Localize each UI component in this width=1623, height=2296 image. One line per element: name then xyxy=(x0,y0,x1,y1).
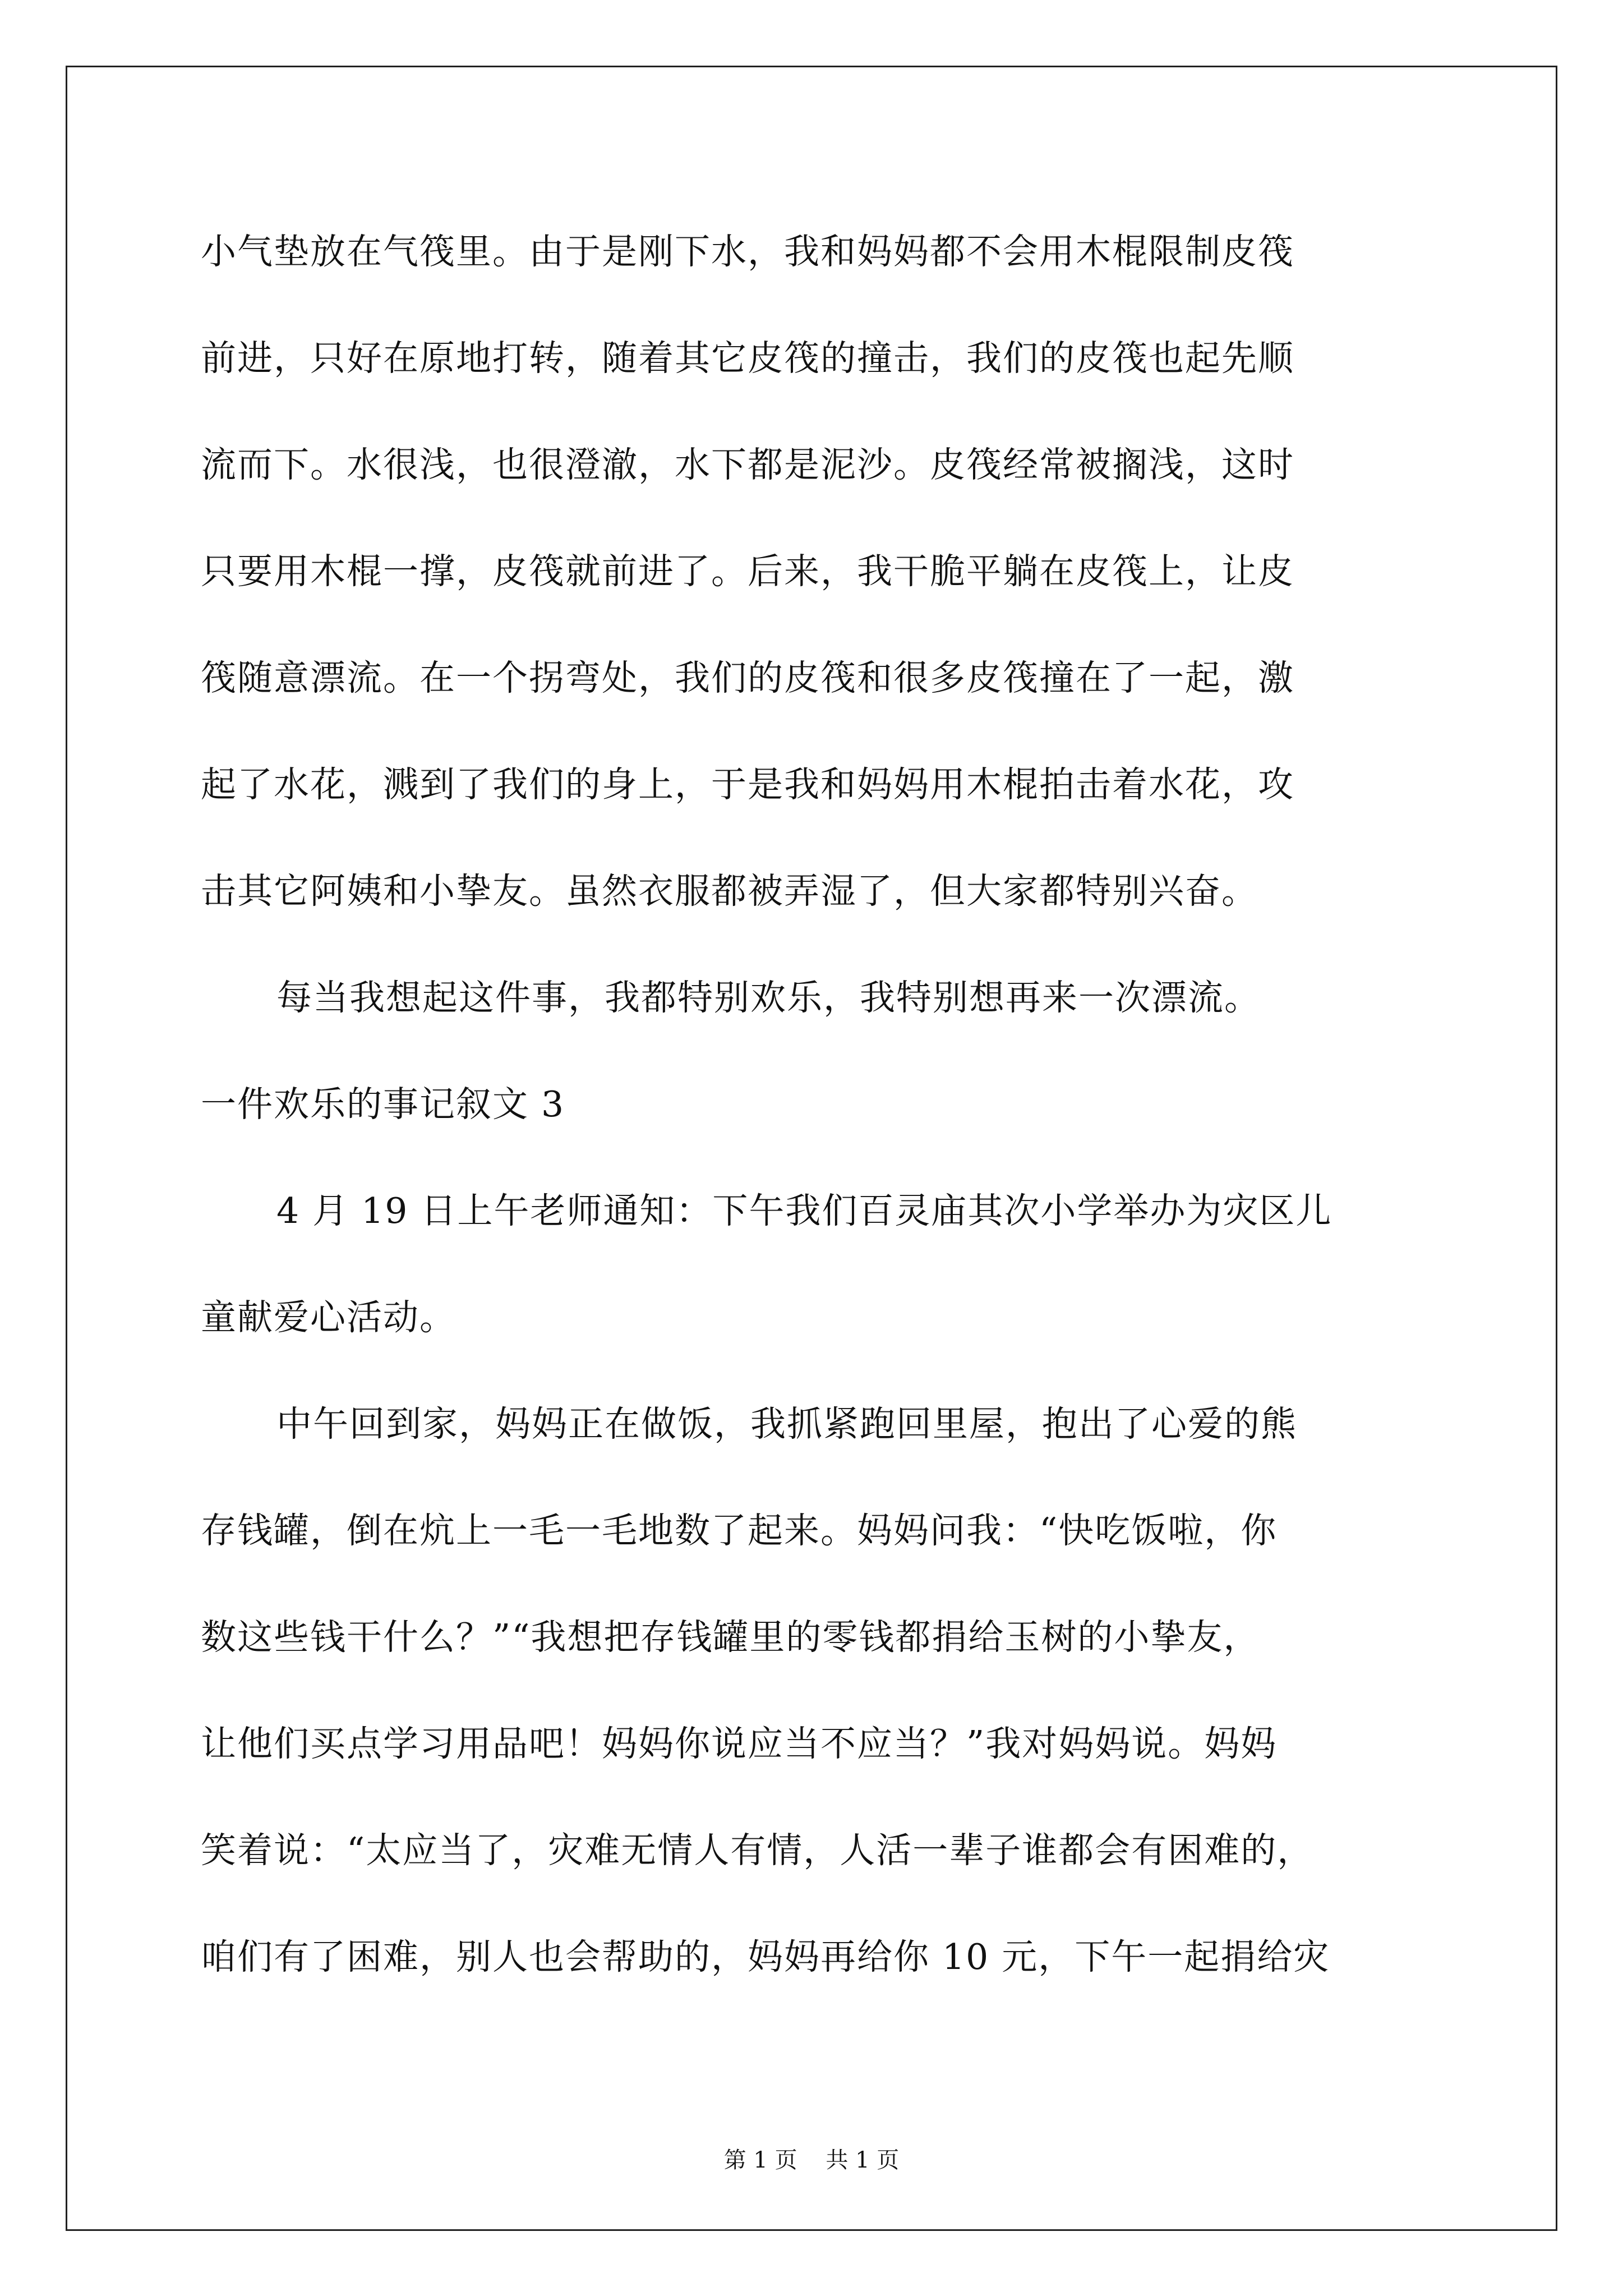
text-line: 前进，只好在原地打转，随着其它皮筏的撞击，我们的皮筏也起先顺 xyxy=(201,338,1294,379)
page-frame xyxy=(66,66,1557,2231)
page-footer: 第 1 页 共 1 页 xyxy=(723,2147,900,2173)
text-line: 筏随意漂流。在一个拐弯处，我们的皮筏和很多皮筏撞在了一起，激 xyxy=(201,657,1294,698)
text-line: 笑着说：“太应当了，灾难无情人有情，人活一辈子谁都会有困难的， xyxy=(201,1830,1314,1871)
text-line: 数这些钱干什么？”“我想把存钱罐里的零钱都捐给玉树的小挚友， xyxy=(201,1617,1260,1658)
section-heading: 一件欢乐的事记叙文 3 xyxy=(201,1084,565,1125)
text-line: 每当我想起这件事，我都特别欢乐，我特别想再来一次漂流。 xyxy=(276,977,1261,1018)
text-line: 击其它阿姨和小挚友。虽然衣服都被弄湿了，但大家都特别兴奋。 xyxy=(201,871,1258,912)
text-line: 存钱罐，倒在炕上一毛一毛地数了起来。妈妈问我：“快吃饭啦，你 xyxy=(201,1510,1278,1551)
text-line: 起了水花，溅到了我们的身上，于是我和妈妈用木棍拍击着水花，攻 xyxy=(201,764,1294,805)
text-line: 小气垫放在气筏里。由于是刚下水，我和妈妈都不会用木棍限制皮筏 xyxy=(201,231,1294,272)
text-line: 4 月 19 日上午老师通知：下午我们百灵庙其次小学举办为灾区儿 xyxy=(276,1190,1332,1231)
text-line: 流而下。水很浅，也很澄澈，水下都是泥沙。皮筏经常被搁浅，这时 xyxy=(201,444,1294,485)
text-line: 让他们买点学习用品吧！妈妈你说应当不应当？”我对妈妈说。妈妈 xyxy=(201,1723,1278,1764)
text-line: 只要用木棍一撑，皮筏就前进了。后来，我干脆平躺在皮筏上，让皮 xyxy=(201,551,1294,592)
text-line: 童献爱心活动。 xyxy=(201,1297,456,1338)
text-line: 中午回到家，妈妈正在做饭，我抓紧跑回里屋，抱出了心爱的熊 xyxy=(276,1404,1297,1444)
text-line: 咱们有了困难，别人也会帮助的，妈妈再给你 10 元，下午一起捐给灾 xyxy=(201,1936,1330,1977)
